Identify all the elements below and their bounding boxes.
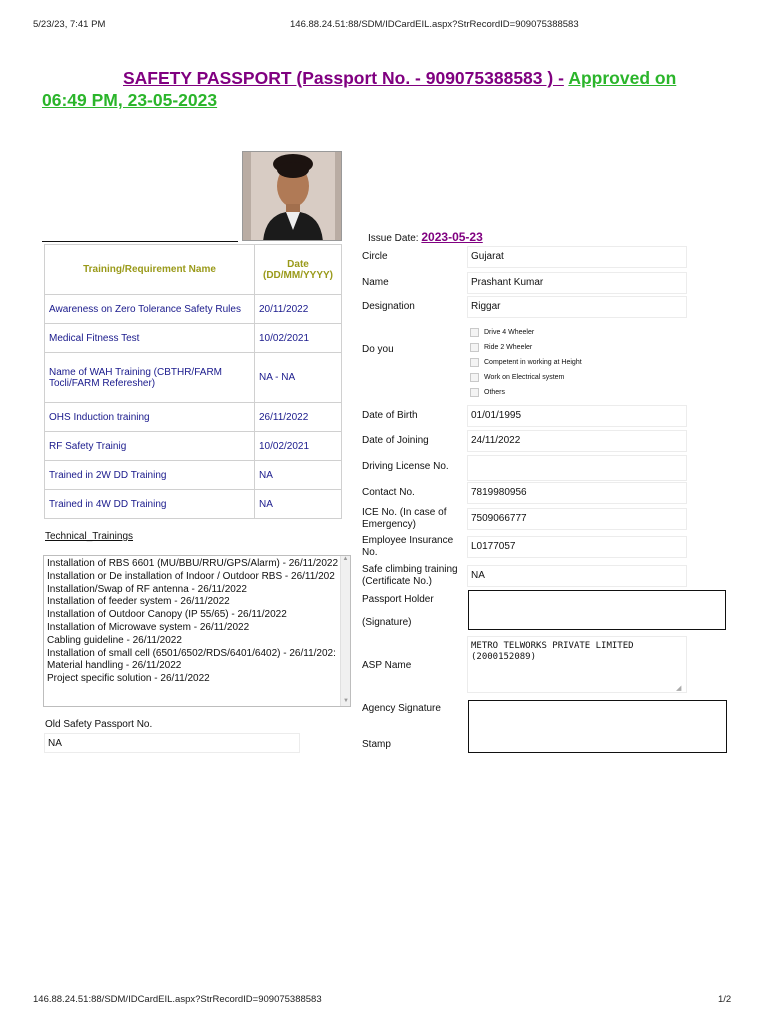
training-name: OHS Induction training: [45, 403, 255, 432]
technical-trainings-list[interactable]: [43, 555, 351, 707]
holder-label: Passport Holder: [362, 594, 434, 605]
print-url: 146.88.24.51:88/SDM/IDCardEIL.aspx?StrRecordID=909075388583: [290, 19, 579, 30]
passport-title: SAFETY PASSPORT (Passport No. - 909075388583 ) -: [123, 68, 564, 88]
list-item: Installation or De installation of Indoor / Outdoor RBS - 26/11/202: [47, 570, 335, 582]
header-training-name: Training/Requirement Name: [45, 245, 255, 295]
agency-signature-box[interactable]: [468, 700, 727, 753]
option-electrical[interactable]: Work on Electrical system: [470, 370, 582, 385]
name-field[interactable]: Prashant Kumar: [467, 272, 687, 294]
approved-datetime: 06:49 PM, 23-05-2023: [42, 90, 218, 110]
list-item: Installation of feeder system - 26/11/2022: [47, 596, 230, 608]
footer-url: 146.88.24.51:88/SDM/IDCardEIL.aspx?StrRecordID=909075388583: [33, 994, 322, 1005]
table-row: [45, 324, 342, 353]
asp-name-label: ASP Name: [362, 660, 412, 671]
print-datetime: 5/23/23, 7:41 PM: [33, 19, 106, 30]
training-date: NA: [255, 461, 342, 490]
technical-list-scrollbar[interactable]: [340, 556, 350, 706]
contact-label: Contact No.: [362, 487, 415, 498]
checkbox[interactable]: [470, 388, 479, 397]
designation-label: Designation: [362, 301, 415, 312]
training-name: Trained in 4W DD Training: [45, 490, 255, 519]
resize-handle-icon[interactable]: ◢: [676, 685, 682, 692]
checkbox[interactable]: [470, 328, 479, 337]
do-you-label: Do you: [362, 344, 394, 355]
doj-field[interactable]: 24/11/2022: [467, 430, 687, 452]
issue-date: [368, 230, 483, 244]
holder-photo: [242, 151, 342, 241]
do-you-options: [470, 325, 582, 400]
list-item: Installation of Microwave system - 26/11/2022: [47, 621, 250, 633]
training-date: 10/02/2021: [255, 432, 342, 461]
table-row: [45, 490, 342, 519]
checkbox[interactable]: [470, 343, 479, 352]
ice-label: ICE No. (In case of Emergency): [362, 507, 447, 530]
climbing-field[interactable]: NA: [467, 565, 687, 587]
training-date: 26/11/2022: [255, 403, 342, 432]
ice-field[interactable]: 7509066777: [467, 508, 687, 530]
divider-line: [42, 241, 238, 242]
list-item: Installation of small cell (6501/6502/RDS/6401/6402) - 26/11/202:: [47, 647, 336, 659]
license-field[interactable]: [467, 455, 687, 481]
table-row: [45, 295, 342, 324]
contact-field[interactable]: 7819980956: [467, 482, 687, 504]
list-item: Installation of RBS 6601 (MU/BBU/RRU/GPS/Alarm) - 26/11/2022: [47, 558, 339, 569]
training-date: NA: [255, 490, 342, 519]
training-table-header: [45, 245, 342, 295]
list-item: Cabling guideline - 26/11/2022: [47, 634, 182, 646]
issue-date-value: 2023-05-23: [421, 230, 483, 244]
training-date: 20/11/2022: [255, 295, 342, 324]
training-name: Medical Fitness Test: [45, 324, 255, 353]
climbing-label: Safe climbing training (Certificate No.): [362, 564, 458, 587]
table-row: [45, 461, 342, 490]
agency-signature-label: Agency Signature: [362, 703, 441, 714]
circle-field[interactable]: Gujarat: [467, 246, 687, 268]
training-name: Awareness on Zero Tolerance Safety Rules: [45, 295, 255, 324]
technical-trainings-label: Technical_Trainings: [45, 531, 134, 542]
option-ride-2-wheeler[interactable]: Ride 2 Wheeler: [470, 340, 582, 355]
insurance-label: Employee Insurance No.: [362, 535, 454, 558]
old-passport-label: Old Safety Passport No.: [45, 719, 153, 730]
checkbox[interactable]: [470, 358, 479, 367]
training-name: Trained in 2W DD Training: [45, 461, 255, 490]
training-name: Name of WAH Training (CBTHR/FARM Tocli/FARM Refere​sher): [45, 353, 255, 403]
dob-field[interactable]: 01/01/1995: [467, 405, 687, 427]
training-name: RF Safety Trainig: [45, 432, 255, 461]
list-item: Installation of Outdoor Canopy (IP 55/65) - 26/11/2022: [47, 609, 287, 621]
training-table: [44, 244, 342, 519]
circle-label: Circle: [362, 251, 388, 262]
issue-date-label: Issue Date:: [368, 233, 419, 244]
holder-signature-box[interactable]: [468, 590, 726, 630]
training-date: 10/02/2021: [255, 324, 342, 353]
option-others[interactable]: Others: [470, 385, 582, 400]
doj-label: Date of Joining: [362, 435, 429, 446]
insurance-field[interactable]: L0177057: [467, 536, 687, 558]
designation-field[interactable]: Riggar: [467, 296, 687, 318]
scroll-down-icon[interactable]: ▼: [343, 698, 349, 704]
list-item: Material handling - 26/11/2022: [47, 660, 182, 672]
name-label: Name: [362, 277, 389, 288]
option-height-work[interactable]: Competent in working at Height: [470, 355, 582, 370]
asp-name-field[interactable]: METRO TELWORKS PRIVATE LIMITED (2000152089): [467, 636, 687, 693]
checkbox[interactable]: [470, 373, 479, 382]
scroll-up-icon[interactable]: ▲: [342, 556, 349, 562]
title-line-1: [123, 68, 676, 89]
training-date: NA - NA: [255, 353, 342, 403]
license-label: Driving License No.: [362, 461, 449, 472]
table-row: [45, 432, 342, 461]
option-drive-4-wheeler[interactable]: Drive 4 Wheeler: [470, 325, 582, 340]
approved-label: Approved on: [568, 68, 677, 88]
table-row: [45, 353, 342, 403]
table-row: [45, 403, 342, 432]
header-date: Date (DD/MM/YYYY): [255, 245, 342, 295]
list-item: Installation/Swap of RF antenna - 26/11/2022: [47, 583, 247, 595]
stamp-label: Stamp: [362, 739, 391, 750]
holder-signature-label: (Signature): [362, 617, 412, 628]
list-item: Project specific solution - 26/11/2022: [47, 673, 210, 685]
page-number: 1/2: [718, 994, 732, 1005]
old-passport-field[interactable]: NA: [44, 733, 300, 753]
dob-label: Date of Birth: [362, 410, 418, 421]
